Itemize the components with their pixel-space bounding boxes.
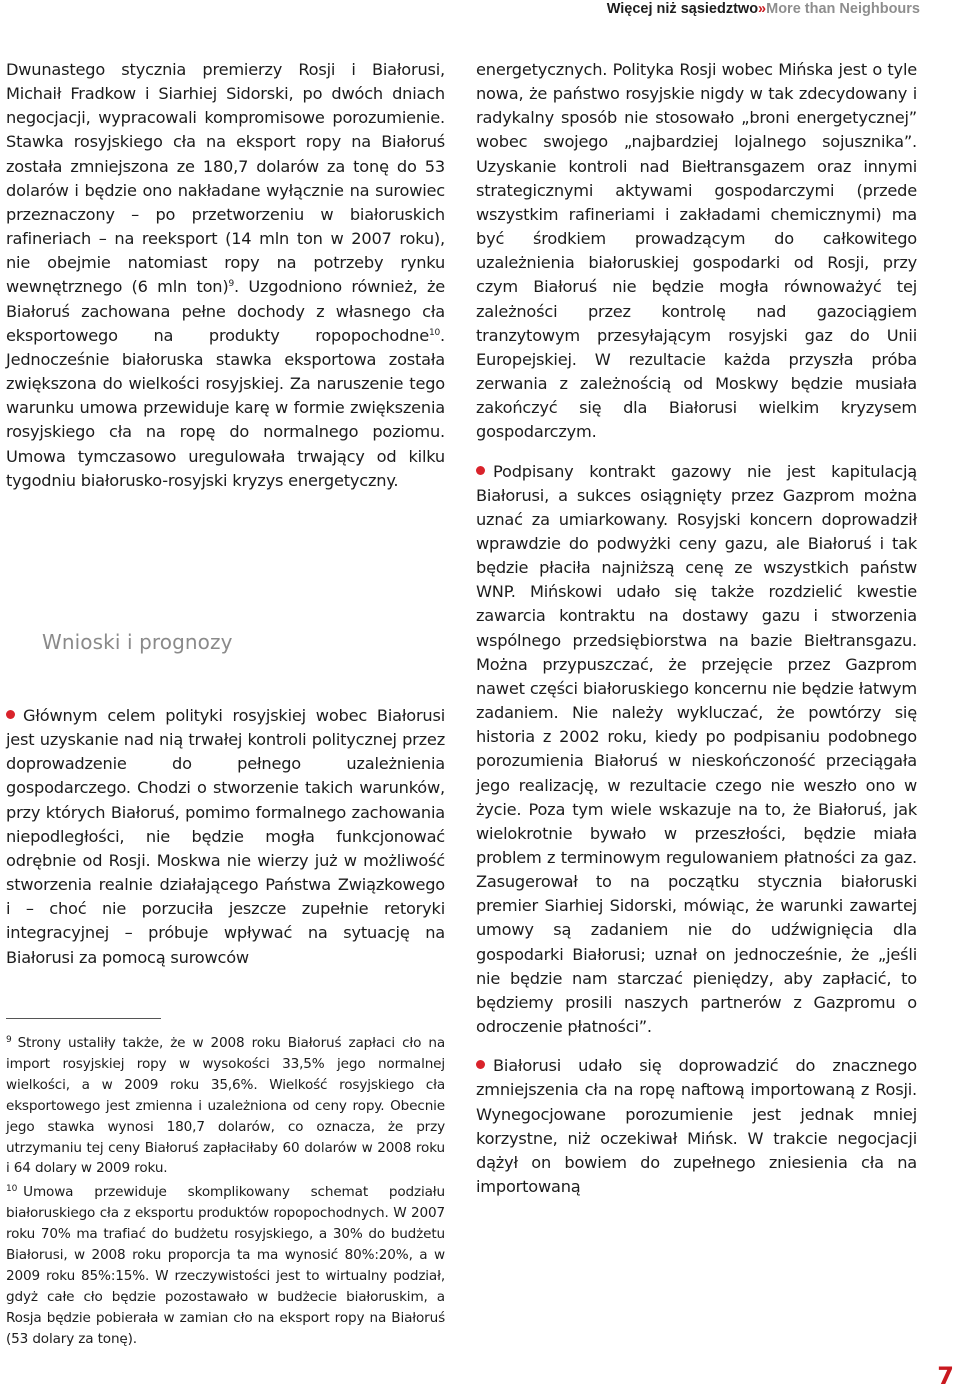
page-number: 7 xyxy=(937,1362,954,1390)
conclusion-bullet-3-text: Białorusi udało się doprowadzić do znacznego zmniejszenia cła na ropę naftową importowaną z Rosji. Wynegocjowane porozumienie jest jednak mniej korzystne, niż oczekiwał Mińsk. W trakcie negocjacji dążył on bowiem do zupełnego zniesienia cła na importowaną xyxy=(476,1056,917,1197)
right-column xyxy=(476,58,917,1199)
header-title-pl: Więcej niż sąsiedztwo xyxy=(606,1,759,17)
running-header xyxy=(607,0,920,22)
conclusion-bullet-2 xyxy=(476,460,917,1040)
footnote-text: Strony ustaliły także, że w 2008 roku Białoruś zapłaci cło na import rosyjskiej ropy w wysokości 33,5% jego normalnej wielkości, a w 2009 roku 35,6%. Wielkość rosyjskiego cła eksportowego jest zmienna i uzależniona od ceny ropy. Obecnie jego stawka wynosi 180,7 dolarów, co oznacza, że przy utrzymaniu tej ceny Białoruś zapłaciłaby 60 dolarów w 2008 roku i 64 dolary w 2009 roku. xyxy=(6,1035,445,1177)
conclusion-bullet-1-text: Głównym celem polityki rosyjskiej wobec Białorusi jest uzyskanie nad nią trwałej kontroli politycznej przez doprowadzenie do pełnego uzależnienia gospodarczego. Chodzi o stworzenie takich warunków, przy których Białoruś, pomimo formalnego zachowania niepodległości, nie będzie mogła funkcjonować odrębnie od Rosji. Moskwa nie wierzy już w możliwość stworzenia realnie działającego Państwa Związkowego i – choć nie porzuciła jeszcze zupełnie retoryki integracyjnej – próbuje wpływać na sytuację na Białorusi za pomocą surowców xyxy=(6,706,445,967)
bullet-dot-icon xyxy=(476,466,485,475)
intro-text-part-1: Dwunastego stycznia premierzy Rosji i Białorusi, Michaił Fradkow i Siarhiej Sidorski, po dwóch dniach negocjacji, wypracowali kompromisowe porozumienie. Stawka rosyjskiego cła na eksport ropy na Białoruś została zmniejszona ze 180,7 dolarów za tonę do 53 dolarów i będzie ono nakładane wyłącznie na surowiec przeznaczony – po przetworzeniu w białoruskich rafineriach – na reeksport (14 mln ton w 2007 roku), nie obejmie natomiast ropy na potrzeby rynku wewnętrznego (6 mln ton) xyxy=(6,60,445,297)
bullet-dot-icon xyxy=(6,710,15,719)
footnote-ref-9[interactable]: 9 xyxy=(228,279,235,290)
left-column-conclusions xyxy=(6,704,445,970)
bullet-dot-icon xyxy=(476,1060,485,1069)
right-paragraph-1: energetycznych. Polityka Rosji wobec Mińska jest o tyle nowa, że państwo rosyjskie nigdy w tak zdecydowany i radykalny sposób nie stosowało „broni energetycznej” wobec swojego „najbardziej lojalnego sojusznika”. Uzyskanie kontroli nad Biełtransgazem oraz innymi strategicznymi aktywami gospodarczymi (przede wszystkim rafineriami i zakładami chemicznymi) ma być środkiem prowadzącym do całkowitego uzależnienia białoruskiej gospodarki od Rosji, przy czym Białoruś nie będzie mogła równoważyć tej zależności przez kontrolę nad gazociągiem tranzytowym przesyłającym rosyjski gaz do Unii Europejskiej. W rezultacie każda przyszła próba zerwania z zależnością od Moskwy będzie musiała zakończyć się dla Białorusi wielkim kryzysem gospodarczym. xyxy=(476,60,917,442)
footnotes xyxy=(6,1030,445,1350)
conclusion-bullet-3 xyxy=(476,1054,917,1199)
intro-text-part-2: . Uzgodniono również, że Białoruś zachowana pełne dochody z własnego cła eksportowego na produkty ropopochodne xyxy=(6,277,445,345)
footnote-9 xyxy=(6,1030,445,1179)
header-title-en: More than Neighbours xyxy=(766,1,920,17)
conclusion-bullet-2-text: Podpisany kontrakt gazowy nie jest kapitulacją Białorusi, a sukces osiągnięty przez Gazprom można uznać za umiarkowany. Rosyjski koncern doprowadził wprawdzie do podwyżki ceny gazu, ale Białoruś i tak będzie płaciła najniższą cenę ze wszystkich państw WNP. Mińskowi udało się także rozdzielić kwestie zawarcia kontraktu na dostawy gazu i stworzenia wspólnego przedsiębiorstwa na bazie Biełtransgazu. Można przypuszczać, że przejęcie przez Gazprom nawet części białoruskiego koncernu nie będzie łatwym zadaniem. Nie należy wykluczać, że powtórzy się historia z 2002 roku, kiedy po podpisaniu podobnego porozumienia Białoruś w nieskończoność przeciągała jego realizację, w rezultacie czego nie weszło ono w życie. Poza tym wiele wskazuje na to, że Białoruś, jak wielokrotnie bywało w przeszłości, będzie miała problem z terminowym regulowaniem płatności za gaz. Zasugerował to na początku stycznia białoruski premier Siarhiej Sidorski, mówiąc, że warunki zawartej umowy są zadaniem nie do udźwignięcia dla gospodarki Białorusi; uznał on jednocześnie, że „jeśli nie będzie nam starczać pieniędzy, aby zapłacić, to będziemy prosili naszych partnerów z Gazpromu o odroczenie płatności”. xyxy=(476,461,917,1037)
paragraph-gap xyxy=(476,445,917,460)
intro-paragraph xyxy=(6,58,445,493)
paragraph-gap xyxy=(476,1039,917,1054)
left-column-intro xyxy=(6,58,445,493)
header-separator: » xyxy=(758,1,767,17)
footnote-ref-10[interactable]: 10 xyxy=(428,327,441,338)
intro-text-part-3: . Jednocześnie białoruska stawka eksportowa została zwiększona do wielkości rosyjskiej. Za naruszenie tego warunku umowa przewiduje karę w formie zwiększenia rosyjskiego cła na ropę do normalnego poziomu. Umowa tymczasowo uregulowała trwający od kilku tygodniu białorusko-rosyjski kryzys energetyczny. xyxy=(6,325,445,490)
section-heading: Wnioski i prognozy xyxy=(42,630,233,654)
footnote-number: 10 xyxy=(6,1184,18,1195)
footnote-divider xyxy=(6,1018,161,1019)
conclusion-bullet-1 xyxy=(6,704,445,970)
footnote-10 xyxy=(6,1179,445,1349)
footnote-text: Umowa przewiduje skomplikowany schemat podziału białoruskiego cła z eksportu produktów ropopochodnych. W 2007 roku 70% ma trafiać do budżetu rosyjskiego, a 30% do budżetu Białorusi, w 2008 roku proporcja ta ma wynosić 80%:20%, a w 2009 roku 85%:15%. W rzeczywistości jest to wirtualny podział, gdyż całe cło będzie pozostawało w budżecie białoruskim, a Rosja będzie pobierała w zamian cło na eksport ropy na Białoruś (53 dolary za tonę). xyxy=(6,1184,445,1347)
footnote-number: 9 xyxy=(6,1035,12,1045)
